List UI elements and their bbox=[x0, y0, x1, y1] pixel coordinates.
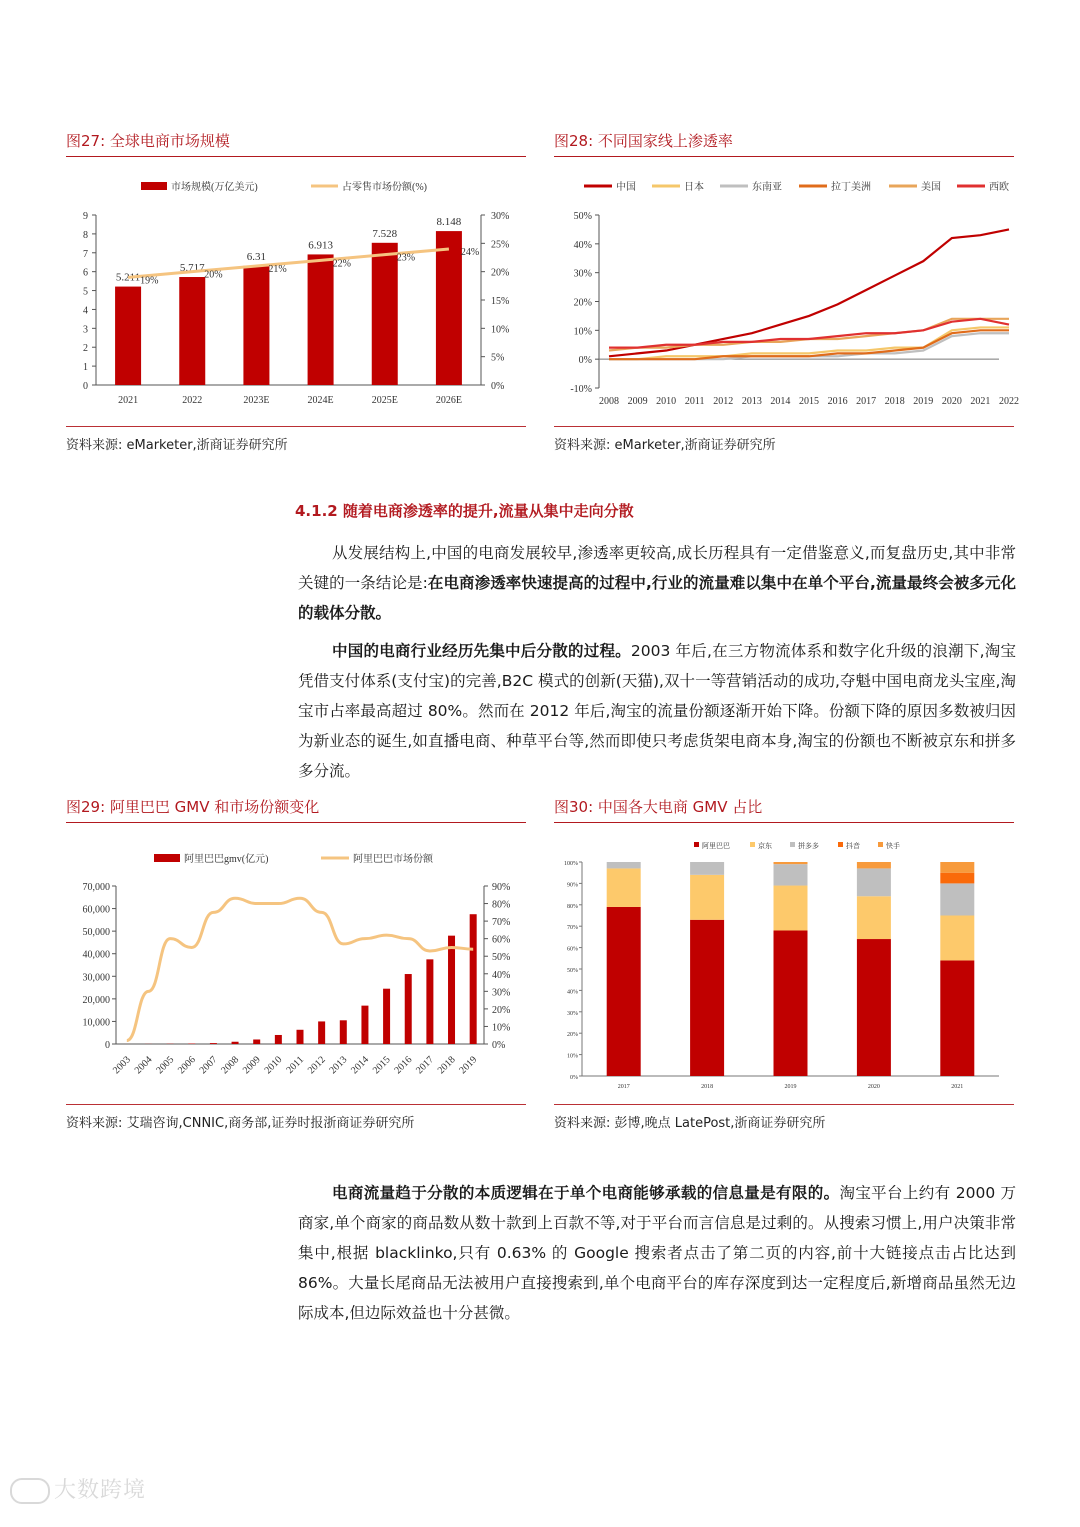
stack-京东-2020 bbox=[857, 896, 891, 939]
fig29-chart bbox=[66, 830, 526, 1095]
y-tick-label: 6 bbox=[83, 267, 88, 279]
stack-京东-2018 bbox=[690, 875, 724, 920]
fig27-source: 资料来源: eMarketer,浙商证券研究所 bbox=[66, 438, 288, 453]
y-tick-label: 5 bbox=[83, 286, 88, 298]
x-tick-label: 2017 bbox=[856, 396, 877, 407]
fig28-bottom-rule bbox=[554, 426, 1014, 427]
x-tick-label: 2022 bbox=[999, 396, 1019, 407]
legend-label-阿里巴巴: 阿里巴巴 bbox=[702, 842, 730, 850]
bar-2015 bbox=[383, 989, 390, 1044]
y2-tick-label: 0% bbox=[491, 381, 505, 392]
legend-label-market-size: 市场规模(万亿美元) bbox=[171, 182, 258, 193]
y2-tick-label: 10% bbox=[492, 1022, 511, 1034]
x-tick-label: 2012 bbox=[713, 396, 734, 407]
share-value-label: 24% bbox=[460, 247, 480, 258]
y-tick-label: 30% bbox=[567, 1010, 578, 1017]
y-tick-label: 1 bbox=[83, 362, 88, 374]
y2-tick-label: 0% bbox=[492, 1040, 506, 1051]
fig29-bottom-rule bbox=[66, 1104, 526, 1105]
x-tick-label: 2008 bbox=[599, 396, 619, 407]
section-heading: 4.1.2 随着电商渗透率的提升,流量从集中走向分散 bbox=[295, 502, 634, 520]
bar-value-label: 6.31 bbox=[246, 250, 267, 263]
legend-label-中国: 中国 bbox=[616, 182, 636, 193]
bar-value-label: 5.211 bbox=[115, 271, 141, 284]
stack-阿里巴巴-2018 bbox=[690, 920, 724, 1076]
legend-swatch-拼多多 bbox=[790, 842, 795, 847]
x-tick-label: 2009 bbox=[240, 1054, 263, 1077]
x-tick-label: 2017 bbox=[414, 1054, 437, 1077]
x-tick-label: 2018 bbox=[884, 396, 905, 407]
x-tick-label: 2016 bbox=[827, 396, 848, 407]
legend-label-西欧: 西欧 bbox=[989, 182, 1009, 193]
x-tick-label: 2017 bbox=[617, 1084, 630, 1090]
bar-2008 bbox=[232, 1042, 239, 1044]
bar-2012 bbox=[318, 1021, 325, 1044]
x-tick-label: 2020 bbox=[867, 1084, 880, 1090]
watermark bbox=[10, 1473, 146, 1504]
x-tick-label: 2021 bbox=[970, 396, 991, 407]
fig27-svg bbox=[66, 160, 526, 420]
stack-京东-2017 bbox=[607, 868, 641, 907]
x-tick-label: 2012 bbox=[305, 1054, 328, 1077]
x-tick-label: 2015 bbox=[370, 1054, 393, 1077]
y-tick-label: 10% bbox=[573, 326, 592, 338]
y-tick-label: 2 bbox=[83, 343, 88, 355]
series-line-日本 bbox=[609, 327, 1009, 359]
legend-swatch-gmv bbox=[154, 854, 180, 862]
y-tick-label: 50% bbox=[573, 211, 592, 222]
paragraph-1-bold: 在电商渗透率快速提高的过程中,行业的流量难以集中在单个平台,流量最终会被多元化的载体分散。 bbox=[298, 574, 1016, 622]
bar-2013 bbox=[340, 1020, 347, 1044]
bar-2009 bbox=[253, 1039, 260, 1044]
stack-拼多多-2017 bbox=[607, 862, 641, 868]
y-tick-label: 90% bbox=[567, 882, 578, 889]
y-tick-label: 8 bbox=[83, 229, 88, 241]
legend-swatch-阿里巴巴 bbox=[694, 842, 699, 847]
legend-label-retail-share: 占零售市场份额(%) bbox=[342, 182, 427, 193]
x-tick-label: 2023E bbox=[243, 395, 270, 406]
x-tick-label: 2014 bbox=[770, 396, 791, 407]
fig27-title: 图27: 全球电商市场规模 bbox=[66, 132, 230, 150]
legend-swatch-快手 bbox=[878, 842, 883, 847]
y-tick-label: 20% bbox=[567, 1032, 578, 1039]
bar-2007 bbox=[210, 1043, 217, 1044]
legend-label-抖音: 抖音 bbox=[846, 842, 860, 850]
stack-拼多多-2020 bbox=[857, 868, 891, 896]
y2-tick-label: 15% bbox=[491, 296, 510, 307]
y-tick-label: 60,000 bbox=[82, 904, 110, 916]
stack-阿里巴巴-2017 bbox=[607, 907, 641, 1076]
fig28-title-rule bbox=[554, 156, 1014, 157]
y2-tick-label: 40% bbox=[492, 969, 511, 981]
legend-label-美国: 美国 bbox=[921, 182, 941, 193]
stack-阿里巴巴-2019 bbox=[774, 930, 808, 1076]
x-tick-label: 2019 bbox=[457, 1054, 480, 1077]
bar-value-label: 8.148 bbox=[436, 216, 462, 229]
x-tick-label: 2006 bbox=[175, 1054, 198, 1077]
y-tick-label: 30,000 bbox=[82, 972, 110, 984]
x-tick-label: 2018 bbox=[435, 1054, 458, 1077]
x-tick-label: 2024E bbox=[307, 395, 334, 406]
bar-2011 bbox=[297, 1030, 304, 1044]
bar-2018 bbox=[448, 936, 455, 1044]
x-tick-label: 2013 bbox=[741, 396, 762, 407]
bar-2017 bbox=[426, 959, 433, 1044]
fig27-title-rule bbox=[66, 156, 526, 157]
fig29-title: 图29: 阿里巴巴 GMV 和市场份额变化 bbox=[66, 798, 320, 816]
stack-阿里巴巴-2021 bbox=[940, 960, 974, 1076]
bar-2021 bbox=[115, 287, 141, 385]
legend-swatch-京东 bbox=[750, 842, 755, 847]
y-tick-label: 100% bbox=[564, 861, 578, 867]
bar-2026E bbox=[436, 231, 462, 385]
watermark-logo-icon bbox=[10, 1478, 50, 1504]
legend-label-东南亚: 东南亚 bbox=[752, 182, 782, 193]
y2-tick-label: 50% bbox=[492, 952, 511, 964]
x-tick-label: 2003 bbox=[111, 1054, 133, 1077]
y-tick-label: 3 bbox=[83, 324, 88, 336]
fig30-chart bbox=[554, 830, 1014, 1095]
fig28-svg bbox=[554, 160, 1019, 420]
share-value-label: 22% bbox=[332, 258, 351, 270]
y-tick-label: 80% bbox=[567, 903, 578, 910]
y2-tick-label: 30% bbox=[491, 211, 510, 222]
y2-tick-label: 60% bbox=[492, 934, 511, 946]
fig28-source: 资料来源: eMarketer,浙商证券研究所 bbox=[554, 438, 776, 453]
y-tick-label: 60% bbox=[567, 946, 578, 953]
y-tick-label: 40% bbox=[573, 239, 592, 251]
y-tick-label: 40,000 bbox=[82, 949, 110, 961]
y-tick-label: 7 bbox=[83, 248, 88, 260]
y-tick-label: 0 bbox=[105, 1040, 110, 1051]
legend-label-拉丁美洲: 拉丁美洲 bbox=[831, 182, 871, 193]
stack-拼多多-2021 bbox=[940, 883, 974, 915]
y2-tick-label: 80% bbox=[492, 899, 511, 911]
fig30-title: 图30: 中国各大电商 GMV 占比 bbox=[554, 798, 763, 816]
fig27-bottom-rule bbox=[66, 426, 526, 427]
bar-2024E bbox=[308, 254, 334, 385]
y-tick-label: 0 bbox=[83, 381, 88, 392]
x-tick-label: 2021 bbox=[951, 1084, 964, 1090]
y-tick-label: 10% bbox=[567, 1053, 578, 1060]
watermark-text: 大数跨境 bbox=[54, 1478, 147, 1503]
stack-阿里巴巴-2020 bbox=[857, 939, 891, 1076]
y-tick-label: 10,000 bbox=[82, 1017, 110, 1029]
legend-label-拼多多: 拼多多 bbox=[798, 842, 819, 850]
y2-tick-label: 30% bbox=[492, 987, 511, 999]
bar-2022 bbox=[179, 277, 205, 385]
paragraph-2-text: 2003 年后,在三方物流体系和数字化升级的浪潮下,淘宝凭借支付体系(支付宝)的完善,B2C 模式的创新(天猫),双十一等营销活动的成功,夺魁中国电商龙头宝座,淘宝市占率最高超过 80%。然而在 2012 年后,淘宝的流量份额逐渐开始下降。份额下降的原因多数被归因为新业态的诞生,如直播电商、种草平台等,然而即使只考虑货架电商本身,淘宝的份额也不断被京东和拼多多分流。 bbox=[298, 642, 1016, 780]
share-value-label: 20% bbox=[204, 269, 223, 281]
legend-label-gmv: 阿里巴巴gmv(亿元) bbox=[184, 854, 269, 865]
fig27-chart bbox=[66, 160, 526, 420]
y2-tick-label: 70% bbox=[492, 917, 511, 929]
fig30-bottom-rule bbox=[554, 1104, 1014, 1105]
stack-拼多多-2018 bbox=[690, 862, 724, 875]
fig28-title: 图28: 不同国家线上渗透率 bbox=[554, 132, 733, 150]
y-tick-label: 30% bbox=[573, 268, 592, 280]
bar-2025E bbox=[372, 243, 398, 385]
x-tick-label: 2011 bbox=[284, 1054, 307, 1077]
x-tick-label: 2019 bbox=[784, 1084, 797, 1090]
fig29-source: 资料来源: 艾瑞咨询,CNNIC,商务部,证券时报浙商证券研究所 bbox=[66, 1116, 415, 1131]
fig29-title-rule bbox=[66, 822, 526, 823]
y2-tick-label: 5% bbox=[491, 352, 505, 364]
bar-2019 bbox=[470, 914, 477, 1044]
x-tick-label: 2007 bbox=[197, 1054, 220, 1077]
y-tick-label: 50,000 bbox=[82, 927, 110, 939]
paragraph-2-bold: 中国的电商行业经历先集中后分散的过程。 bbox=[332, 642, 631, 660]
y-tick-label: -10% bbox=[570, 384, 592, 395]
y-tick-label: 40% bbox=[567, 989, 578, 996]
legend-label-share: 阿里巴巴市场份额 bbox=[353, 854, 433, 865]
legend-label-快手: 快手 bbox=[886, 842, 900, 850]
fig30-svg bbox=[554, 830, 1014, 1095]
y-tick-label: 0% bbox=[570, 1075, 578, 1081]
share-value-label: 23% bbox=[396, 252, 416, 264]
legend-label-日本: 日本 bbox=[684, 182, 704, 193]
share-value-label: 19% bbox=[140, 275, 159, 287]
x-tick-label: 2015 bbox=[799, 396, 819, 407]
x-tick-label: 2010 bbox=[262, 1054, 285, 1077]
y2-tick-label: 25% bbox=[491, 239, 510, 251]
bar-2016 bbox=[405, 974, 412, 1044]
stack-京东-2021 bbox=[940, 916, 974, 961]
fig30-source: 资料来源: 彭博,晚点 LatePost,浙商证券研究所 bbox=[554, 1116, 826, 1131]
x-tick-label: 2008 bbox=[219, 1054, 242, 1077]
x-tick-label: 2011 bbox=[684, 396, 705, 407]
stack-拼多多-2019 bbox=[774, 864, 808, 885]
x-tick-label: 2016 bbox=[392, 1054, 415, 1077]
legend-swatch-market-size bbox=[141, 182, 167, 190]
y-tick-label: 0% bbox=[578, 355, 592, 367]
y-tick-label: 70% bbox=[567, 925, 578, 932]
bar-2010 bbox=[275, 1035, 282, 1044]
y2-tick-label: 20% bbox=[491, 267, 510, 279]
paragraph-2 bbox=[298, 636, 1016, 786]
x-tick-label: 2005 bbox=[154, 1054, 177, 1077]
bar-2014 bbox=[361, 1006, 368, 1044]
y-tick-label: 20% bbox=[573, 297, 592, 309]
stack-快手-2019 bbox=[774, 862, 808, 864]
bar-2023E bbox=[243, 266, 269, 385]
x-tick-label: 2018 bbox=[701, 1084, 714, 1090]
fig28-chart bbox=[554, 160, 1019, 420]
x-tick-label: 2014 bbox=[349, 1054, 372, 1077]
x-tick-label: 2013 bbox=[327, 1054, 350, 1077]
y-tick-label: 9 bbox=[83, 211, 88, 222]
x-tick-label: 2025E bbox=[371, 395, 398, 406]
x-tick-label: 2010 bbox=[656, 396, 677, 407]
bar-value-label: 5.717 bbox=[179, 262, 205, 275]
x-tick-label: 2022 bbox=[182, 395, 203, 406]
y2-tick-label: 90% bbox=[492, 882, 511, 893]
share-value-label: 21% bbox=[268, 264, 287, 275]
y2-tick-label: 20% bbox=[492, 1004, 511, 1016]
y-tick-label: 4 bbox=[83, 305, 88, 317]
x-tick-label: 2021 bbox=[118, 395, 139, 406]
fig30-title-rule bbox=[554, 822, 1014, 823]
x-tick-label: 2009 bbox=[627, 396, 648, 407]
fig29-svg bbox=[66, 830, 526, 1095]
legend-label-京东: 京东 bbox=[758, 842, 772, 850]
stack-抖音-2021 bbox=[940, 873, 974, 884]
x-tick-label: 2004 bbox=[132, 1054, 155, 1077]
stack-快手-2020 bbox=[857, 862, 891, 868]
y-tick-label: 20,000 bbox=[82, 994, 110, 1006]
bar-value-label: 6.913 bbox=[308, 239, 333, 252]
bar-value-label: 7.528 bbox=[372, 227, 398, 240]
x-tick-label: 2026E bbox=[435, 395, 462, 406]
paragraph-1-text: 从发展结构上,中国的电商发展较早,渗透率更较高,成长历程具有一定借鉴意义,而复盘历史,其中非常关键的一条结论是: bbox=[298, 544, 1016, 592]
y2-tick-label: 10% bbox=[491, 324, 510, 336]
stack-京东-2019 bbox=[774, 886, 808, 931]
y-tick-label: 50% bbox=[567, 968, 578, 974]
share-line bbox=[127, 898, 473, 1040]
paragraph-3-bold: 电商流量趋于分散的本质逻辑在于单个电商能够承载的信息量是有限的。 bbox=[332, 1184, 840, 1202]
paragraph-1 bbox=[298, 538, 1016, 628]
x-tick-label: 2019 bbox=[913, 396, 934, 407]
stack-快手-2021 bbox=[940, 862, 974, 873]
y-tick-label: 70,000 bbox=[82, 882, 110, 893]
legend-swatch-抖音 bbox=[838, 842, 843, 847]
x-tick-label: 2020 bbox=[941, 396, 962, 407]
paragraph-3-text: 淘宝平台上约有 2000 万商家,单个商家的商品数从数十款到上百款不等,对于平台而言信息是过剩的。从搜索习惯上,用户决策非常集中,根据 blacklinko,只有 0.63% 的 Google 搜索者点击了第二页的内容,前十大链接点击占比达到 86%。大量长尾商品无法被用户直接搜索到,单个电商平台的库存深度到达一定程度后,新增商品虽然无边际成本,但边际效益也十分甚微。 bbox=[298, 1184, 1016, 1322]
paragraph-3 bbox=[298, 1178, 1016, 1328]
